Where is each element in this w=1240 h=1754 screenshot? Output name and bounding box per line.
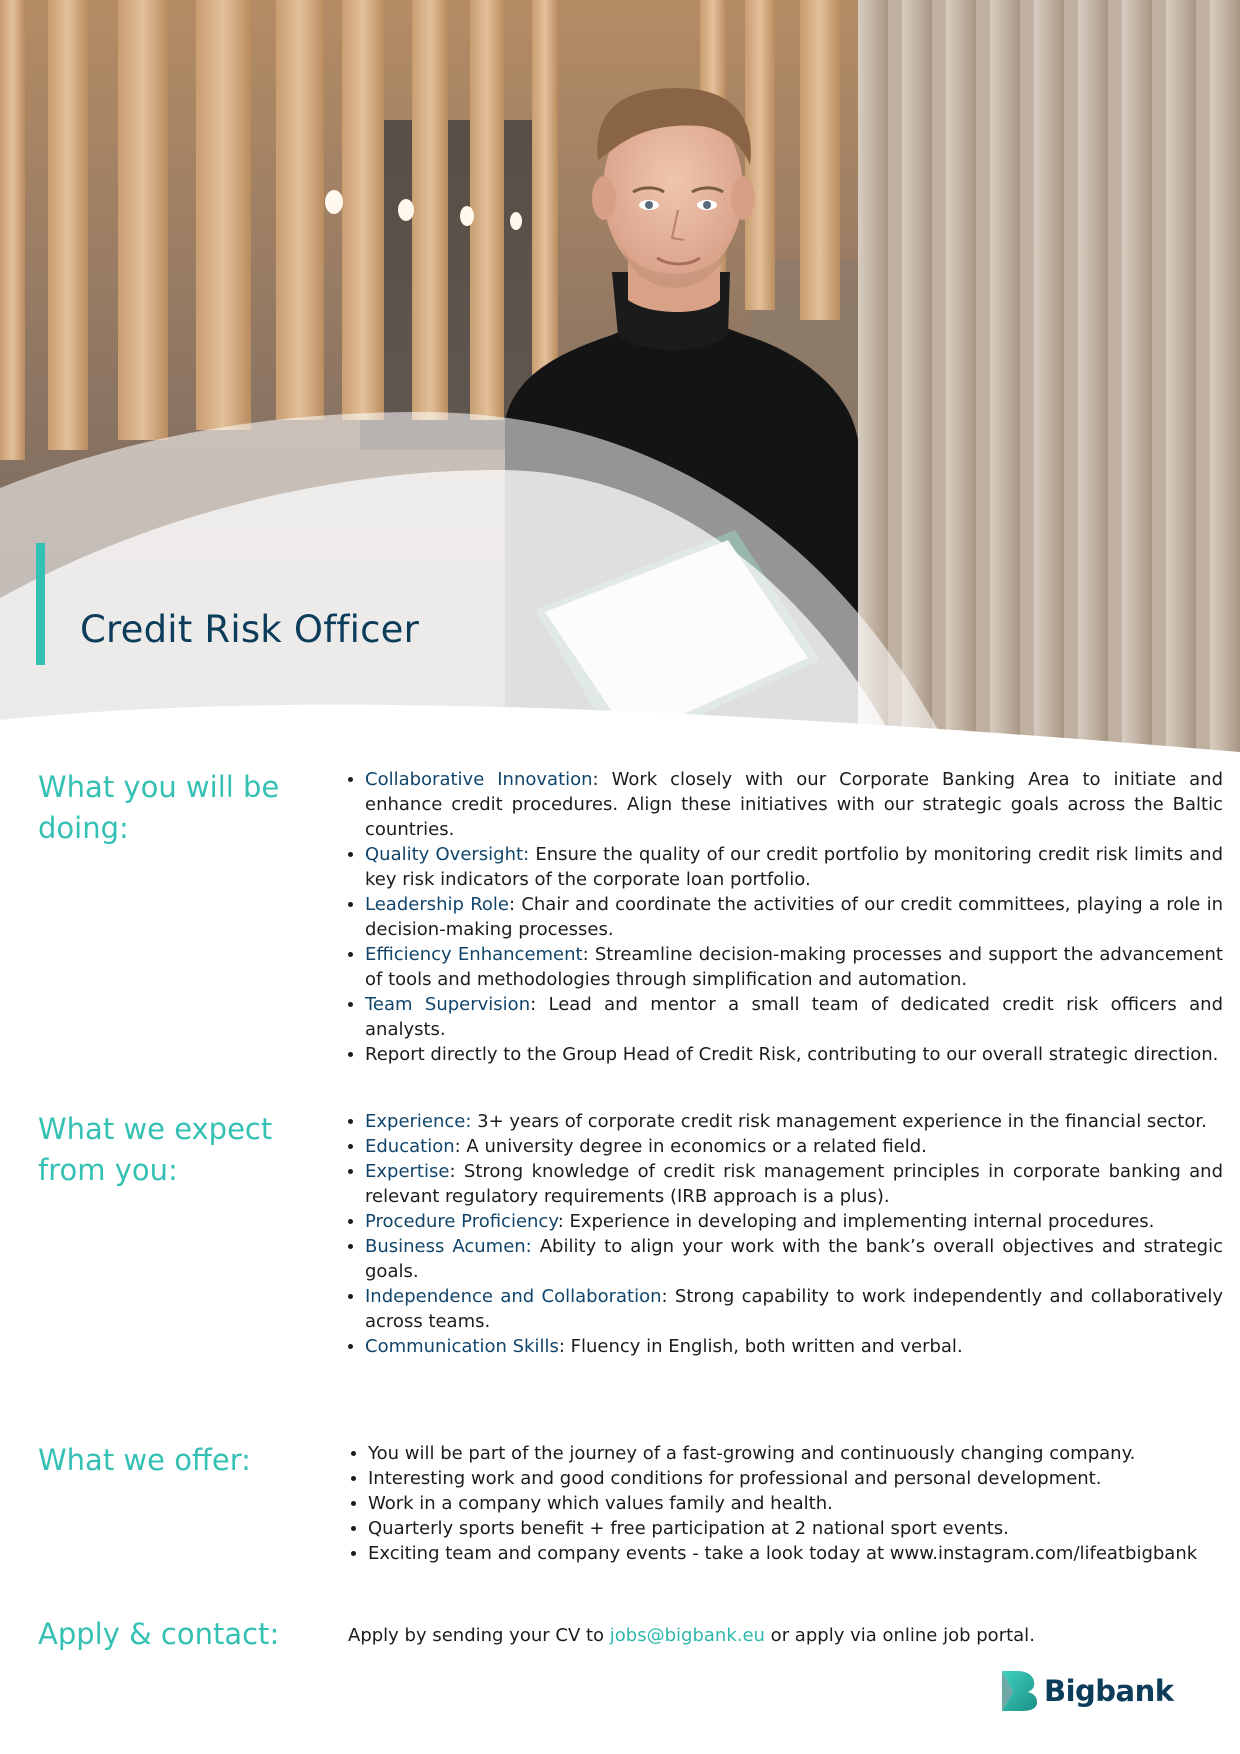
item-text: Ensure the quality of our credit portfolio by monitoring credit risk limits and key risk indicators of the corporate loan portfolio.: [365, 844, 1223, 890]
apply-heading: Apply & contact:: [38, 1617, 280, 1651]
expect-heading: What we expect from you:: [38, 1112, 273, 1187]
list-item: [365, 1159, 1223, 1209]
right-wall-slats: [858, 0, 1240, 752]
list-item: [365, 1209, 1223, 1234]
list-item: [365, 1334, 1223, 1359]
apply-text: [348, 1623, 1035, 1648]
list-item: • You will be part of the journey of a fast-growing and continuously changing company.: [368, 1441, 1228, 1466]
item-text: : Streamline decision-making processes and support the advancement of tools and methodologies through simplification and automation.: [365, 944, 1223, 990]
bigbank-logo: [1000, 1670, 1174, 1712]
item-keyword: Procedure Proficiency: [365, 1211, 558, 1232]
list-item: [365, 1042, 1223, 1067]
item-keyword: Expertise: [365, 1161, 450, 1182]
item-keyword: Communication Skills: [365, 1336, 559, 1357]
expect-list: [340, 1109, 1223, 1359]
list-item: [365, 892, 1223, 942]
item-keyword: Leadership Role: [365, 894, 509, 915]
offer-list: [343, 1441, 1228, 1566]
title-accent-bar: [36, 543, 45, 665]
list-item: [365, 1109, 1223, 1134]
item-text: : Chair and coordinate the activities of our credit committees, playing a role in decision-making processes.: [365, 894, 1223, 940]
list-item: • Work in a company which values family and health.: [368, 1491, 1228, 1516]
item-keyword: Team Supervision: [365, 994, 531, 1015]
item-keyword: Education: [365, 1136, 455, 1157]
list-item: [365, 842, 1223, 892]
list-item: [365, 992, 1223, 1042]
item-keyword: Business Acumen:: [365, 1236, 532, 1257]
item-text: : Fluency in English, both written and verbal.: [558, 1336, 963, 1357]
list-item: [365, 1234, 1223, 1284]
item-text: 3+ years of corporate credit risk management experience in the financial sector.: [471, 1111, 1207, 1132]
item-keyword: Efficiency Enhancement: [365, 944, 583, 965]
list-item: [365, 1284, 1223, 1334]
offer-heading: What we offer:: [38, 1443, 251, 1477]
item-text: : Work closely with our Corporate Banking Area to initiate and enhance credit procedures. Align these initiatives with our strategic goals across the Baltic countries.: [365, 769, 1223, 840]
item-text: : Experience in developing and implementing internal procedures.: [557, 1211, 1155, 1232]
apply-suffix: or apply via online job portal.: [764, 1625, 1035, 1646]
item-text: : Strong knowledge of credit risk management principles in corporate banking and relevant regulatory requirements (IRB approach is a plus).: [365, 1161, 1223, 1207]
list-item: • Quarterly sports benefit + free participation at 2 national sport events.: [368, 1516, 1228, 1541]
bigbank-logo-mark-icon: [1000, 1671, 1038, 1711]
doing-list: [340, 767, 1223, 1067]
email-link[interactable]: jobs@bigbank.eu: [609, 1625, 765, 1646]
item-keyword: Collaborative Innovation: [365, 769, 593, 790]
doing-heading: What you will be doing:: [38, 770, 280, 845]
list-item: [365, 942, 1223, 992]
item-text: : Lead and mentor a small team of dedicated credit risk officers and analysts.: [365, 994, 1223, 1040]
job-title: Credit Risk Officer: [80, 608, 420, 651]
item-text: : Strong capability to work independently and collaboratively across teams.: [365, 1286, 1223, 1332]
list-item: [365, 767, 1223, 842]
item-text: Report directly to the Group Head of Credit Risk, contributing to our overall strategic direction.: [365, 1044, 1219, 1065]
list-item: • Interesting work and good conditions for professional and personal development.: [368, 1466, 1228, 1491]
item-text: : A university degree in economics or a related field.: [454, 1136, 927, 1157]
apply-prefix: Apply by sending your CV to: [348, 1625, 610, 1646]
item-keyword: Experience:: [365, 1111, 472, 1132]
list-item: • Exciting team and company events - take a look today at www.instagram.com/lifeatbigbank: [368, 1541, 1228, 1566]
item-keyword: Quality Oversight:: [365, 844, 530, 865]
list-item: [365, 1134, 1223, 1159]
logo-text: Bigbank: [1044, 1674, 1174, 1708]
item-keyword: Independence and Collaboration: [365, 1286, 662, 1307]
item-text: Ability to align your work with the bank’s overall objectives and strategic goals.: [365, 1236, 1223, 1282]
